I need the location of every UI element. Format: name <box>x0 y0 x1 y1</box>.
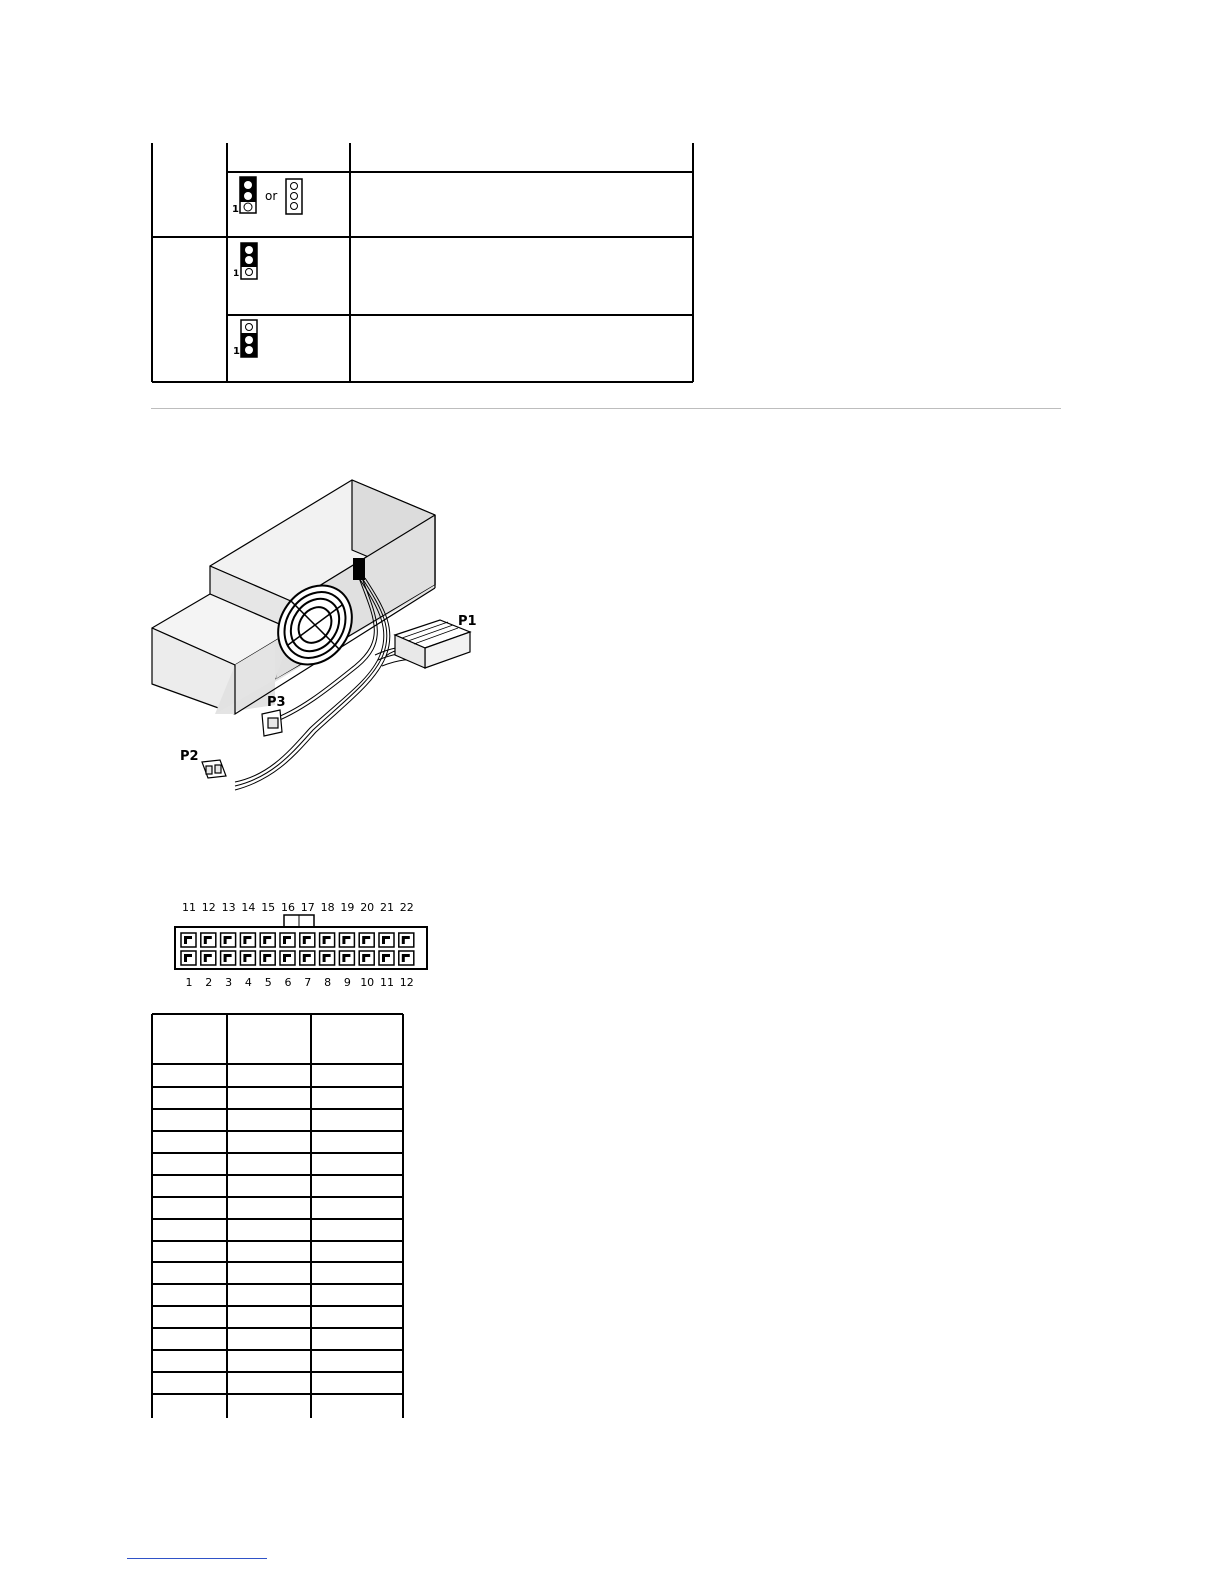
pin-cell <box>260 951 275 965</box>
jumper-settings-table <box>0 0 1224 400</box>
pin-cell <box>399 933 414 947</box>
pin-cell <box>339 933 354 947</box>
pin-cell <box>181 951 196 965</box>
or-label: or <box>265 189 278 203</box>
pin-number-label: 11 <box>182 901 196 914</box>
pin-number-label: 2 <box>205 976 213 989</box>
pin-number-label: 18 <box>320 901 335 914</box>
pin-number-label: 15 <box>261 901 276 914</box>
pin-number-label: 16 <box>281 901 295 914</box>
p3-connector <box>262 710 282 736</box>
pin-number-label: 4 <box>244 976 252 989</box>
pin1-label: 1 <box>233 269 240 279</box>
pin-number-label: 8 <box>324 976 332 989</box>
jumper-icon-top-pins <box>233 243 257 279</box>
p1-connector-pinout <box>160 895 430 995</box>
pin-cell <box>280 933 295 947</box>
p2-connector <box>202 760 226 778</box>
pin-number-label: 14 <box>241 901 256 914</box>
pin-number-label: 7 <box>304 976 312 989</box>
pin-number-label: 19 <box>340 901 355 914</box>
pin1-label: 1 <box>233 346 240 357</box>
pin-cell <box>181 933 196 947</box>
power-supply-illustration <box>140 470 500 800</box>
pin-number-label: 20 <box>360 901 375 914</box>
pin-number-label: 6 <box>284 976 292 989</box>
p1-label: P1 <box>458 614 477 629</box>
pin-number-label: 17 <box>300 901 315 914</box>
pin-number-label: 9 <box>343 976 351 989</box>
pin-cell <box>379 933 394 947</box>
pin-cell <box>359 933 374 947</box>
pin-number-label: 10 <box>360 976 375 989</box>
pin1-label: 1 <box>232 204 239 215</box>
jumper-icon-bottom-pins <box>233 320 257 357</box>
pin-cell <box>339 951 354 965</box>
pin-cell <box>240 933 255 947</box>
pin-number-label: 22 <box>399 901 414 914</box>
pin-cell <box>379 951 394 965</box>
pin-cell <box>221 951 236 965</box>
pin-cell <box>240 951 255 965</box>
section-divider <box>151 408 1061 409</box>
pin-cell <box>359 951 374 965</box>
pin-number-label: 3 <box>225 976 233 989</box>
pin-number-label: 11 <box>380 976 394 989</box>
pin-cell <box>300 951 315 965</box>
pin-cell <box>260 933 275 947</box>
p3-label: P3 <box>267 695 286 710</box>
pin-number-label: 12 <box>201 901 216 914</box>
pin-number-label: 1 <box>185 976 193 989</box>
footer-link-underline[interactable] <box>127 1558 267 1559</box>
pin-cell <box>280 951 295 965</box>
pin-number-label: 21 <box>380 901 394 914</box>
pin-number-label: 5 <box>264 976 272 989</box>
pin-cell <box>320 933 335 947</box>
pin-number-label: 12 <box>399 976 414 989</box>
pin-cell <box>300 933 315 947</box>
pin-cell <box>320 951 335 965</box>
pin-cell <box>201 951 216 965</box>
p2-label: P2 <box>180 749 199 764</box>
pin-cell <box>201 933 216 947</box>
pin-cell <box>399 951 414 965</box>
jumper-icon-no-jumper <box>286 179 302 214</box>
pin-cell <box>221 933 236 947</box>
pin-number-label: 13 <box>221 901 236 914</box>
jumper-icon-pins-2-3 <box>232 177 256 215</box>
